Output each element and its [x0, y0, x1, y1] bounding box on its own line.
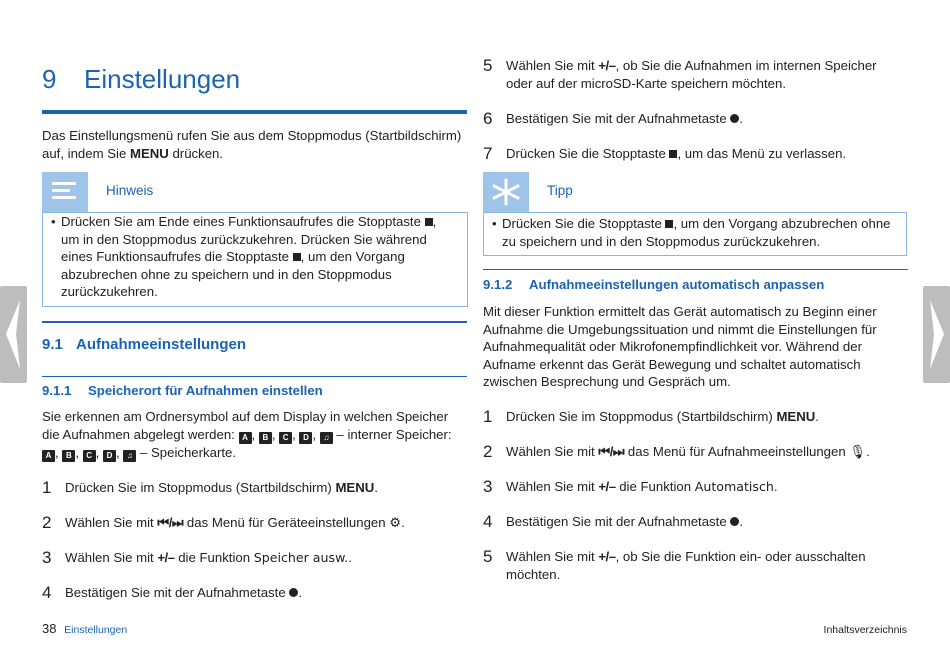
step-1: 1 Drücken Sie im Stoppmodus (Startbildschirm) MENU. [42, 478, 378, 497]
record-icon [730, 114, 739, 123]
microphone-icon: 🎙 [849, 444, 867, 459]
note-box: Hinweis • Drücken Sie am Ende eines Funktionsaufrufes die Stopptaste , um in den Stoppmodus zurückzukehren. Drücken Sie während eines Funktionsaufrufes die Stopptaste , um den Vorgang abzubrechen ohne zu speichern und in den Stoppmodus zurückzukehren. [42, 172, 468, 307]
card-folder-c-icon: C [83, 450, 96, 462]
toc-link[interactable]: Inhaltsverzeichnis [823, 624, 907, 636]
chevron-right-icon [923, 286, 950, 383]
chapter-number: 9 [42, 64, 57, 94]
record-icon [730, 517, 739, 526]
folder-c-icon: C [279, 432, 292, 444]
skip-keys-icon: ⏮/⏭ [157, 515, 184, 530]
folder-music-icon: ♫ [320, 432, 333, 444]
card-folder-a-icon: A [42, 450, 55, 462]
chapter-title-text: Einstellungen [84, 64, 241, 94]
step-2: 2 Wählen Sie mit ⏮/⏭ das Menü für Aufnahmeeinstellungen 🎙. [483, 442, 870, 461]
next-page-button[interactable] [923, 286, 950, 383]
step-3: 3 Wählen Sie mit +/– die Funktion Speicher ausw.. [42, 548, 352, 567]
page-number: 38 [42, 621, 57, 636]
folder-a-icon: A [239, 432, 252, 444]
skip-keys-icon: ⏮/⏭ [598, 444, 625, 459]
card-folder-d-icon: D [103, 450, 116, 462]
step-6: 6 Bestätigen Sie mit der Aufnahmetaste . [483, 109, 743, 128]
note-label: Hinweis [106, 183, 154, 198]
subsection-rule [42, 376, 467, 377]
card-folder-music-icon: ♫ [123, 450, 136, 462]
step-1: 1 Drücken Sie im Stoppmodus (Startbildschirm) MENU. [483, 407, 819, 426]
card-folder-b-icon: B [62, 450, 75, 462]
settings-icon: ⚙ [389, 515, 402, 530]
asterisk-icon [483, 172, 529, 212]
step-5: 5 Wählen Sie mit +/–, ob Sie die Funktion ein- oder ausschalten möchten. [483, 547, 866, 582]
stop-icon [293, 253, 301, 261]
chapter-rule [42, 110, 467, 114]
section-9-1-1-heading: 9.1.1 Speicherort für Aufnahmen einstellen [42, 383, 323, 398]
section-9-1-2-heading: 9.1.2 Aufnahmeeinstellungen automatisch anpassen [483, 277, 825, 292]
footer-left [42, 620, 127, 640]
chevron-left-icon [0, 286, 27, 383]
auto-paragraph: Mit dieser Funktion ermittelt das Gerät automatisch zu Beginn einer Aufnahme die Umgebungssituation und nimmt die Einstellungen für Aufnahmequalität oder Mikrofonempfindlichkeit vor. Während der Aufname erkennt das Gerät Bewegung und schaltet automatisch zwischen Besprechung und Gespräch um. [483, 304, 877, 390]
step-4: 4 Bestätigen Sie mit der Aufnahmetaste . [483, 512, 743, 531]
tip-box: Tipp • Drücken Sie die Stopptaste , um den Vorgang abzubrechen ohne zu speichern und in den Stoppmodus zurückzukehren. [483, 172, 907, 256]
previous-page-button[interactable] [0, 286, 27, 383]
folder-paragraph: Sie erkennen am Ordnersymbol auf dem Display in welchen Speicher die Aufnahmen abgelegt werden: A , B , C , D , ♫ – interner Speicher: A , B , C , D , ♫ – Speicherkarte. [42, 409, 452, 460]
step-5: 5 Wählen Sie mit +/–, ob Sie die Aufnahmen im internen Speicher oder auf der microSD-Karte speichern möchten. [483, 56, 877, 91]
record-icon [289, 588, 298, 597]
step-4: 4 Bestätigen Sie mit der Aufnahmetaste . [42, 583, 302, 602]
chapter-title [42, 62, 240, 96]
folder-d-icon: D [299, 432, 312, 444]
subsection-rule [483, 269, 908, 270]
step-7: 7 Drücken Sie die Stopptaste , um das Menü zu verlassen. [483, 144, 847, 163]
footer-section-link[interactable]: Einstellungen [64, 624, 128, 636]
section-9-1-heading: 9.1 Aufnahmeeinstellungen [42, 336, 247, 353]
tip-label: Tipp [547, 183, 573, 198]
note-icon [42, 172, 88, 212]
intro-paragraph: Das Einstellungsmenü rufen Sie aus dem Stoppmodus (Startbildschirm) auf, indem Sie MENU drücken. [42, 128, 462, 161]
stop-icon [425, 218, 433, 226]
section-rule [42, 321, 467, 323]
step-3: 3 Wählen Sie mit +/– die Funktion Automatisch. [483, 477, 778, 496]
menu-key-label: MENU [129, 145, 169, 161]
folder-b-icon: B [259, 432, 272, 444]
step-2: 2 Wählen Sie mit ⏮/⏭ das Menü für Geräteeinstellungen ⚙. [42, 513, 405, 532]
